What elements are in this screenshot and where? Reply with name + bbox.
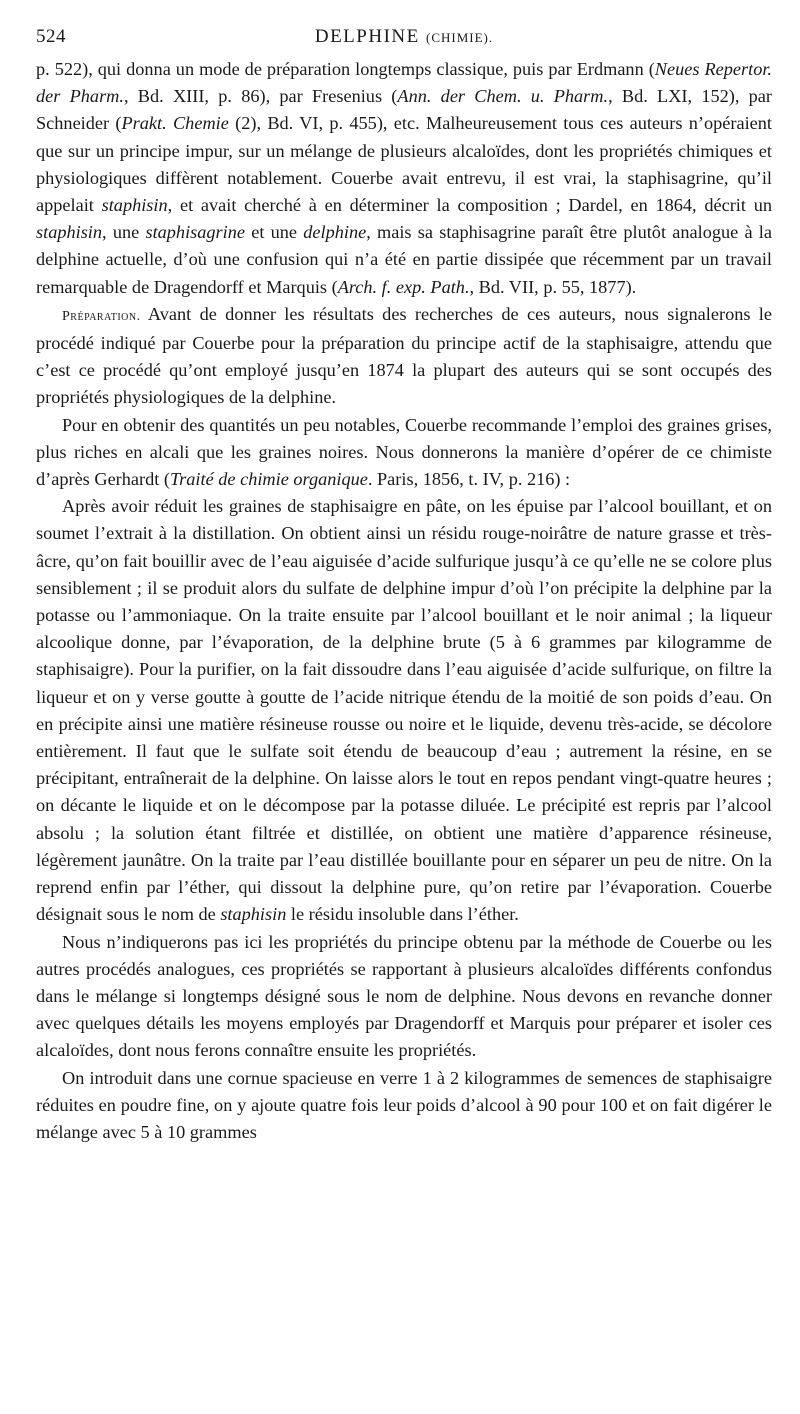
body-text	[36, 56, 772, 1146]
running-title-subtitle: (CHIMIE).	[426, 30, 494, 45]
running-title	[116, 26, 692, 48]
paragraph: p. 522), qui donna un mode de préparation longtemps classique, puis par Erdmann (Neues Repertor. der Pharm., Bd. XIII, p. 86), par Fresenius (Ann. der Chem. u. Pharm., Bd. LXI, 152), par Schneider (Prakt. Chemie (2), Bd. VI, p. 455), etc. Malheureusement tous ces auteurs n’opéraient que sur un principe impur, sur un mélange de plusieurs alcaloïdes, dont les propriétés chimiques et physiologiques diffèrent notablement. Couerbe avait entrevu, il est vrai, la staphisagrine, qu’il appelait staphisin, et avait cherché à en déterminer la composition ; Dardel, en 1864, décrit un staphisin, une staphisagrine et une delphine, mais sa staphisagrine paraît être plutôt analogue à la delphine actuelle, d’où une confusion qui n’a été en partie dissipée que récemment par un travail remarquable de Dragendorff et Marquis (Arch. f. exp. Path., Bd. VII, p. 55, 1877).	[36, 59, 772, 297]
page-number: 524	[36, 26, 66, 47]
paragraph: Après avoir réduit les graines de staphisaigre en pâte, on les épuise par l’alcool bouillant, et on soumet l’extrait à la distillation. On obtient ainsi un résidu rouge-noirâtre de nature grasse et très-âcre, qu’on fait bouillir avec de l’eau aiguisée d’acide sulfurique jusqu’à ce qu’elle ne se colore plus sensiblement ; il se produit alors du sulfate de delphine impur d’où l’on précipite la delphine par la potasse ou l’ammoniaque. On la traite ensuite par l’alcool bouillant et le noir animal ; la liqueur alcoolique donne, par l’évaporation, de la delphine brute (5 à 6 grammes par kilogramme de staphisaigre). Pour la purifier, on la fait dissoudre dans l’eau aiguisée d’acide sulfurique, on filtre la liqueur et on y verse goutte à goutte de l’acide nitrique étendu de la moitié de son poids d’eau. On en précipite ainsi une matière résineuse rousse ou noire et le liquide, devenu très-acide, se décolore entièrement. Il faut que le sulfate soit étendu de beaucoup d’eau ; autrement la résine, en se précipitant, entraînerait de la delphine. On laisse alors le tout en repos pendant vingt-quatre heures ; on décante le liquide et on le décompose par la potasse diluée. Le précipité est repris par l’alcool absolu ; la solution étant filtrée et distillée, on obtient une matière d’apparence résineuse, légèrement jaunâtre. On la traite par l’eau distillée bouillante pour en séparer un peu de nitre. On la reprend enfin par l’éther, qui dissout la delphine pure, qu’on retire par l’évaporation. Couerbe désignait sous le nom de staphisin le résidu insoluble dans l’éther.	[36, 496, 772, 925]
paragraph: Préparation. Avant de donner les résultats des recherches de ces auteurs, nous signalerons le procédé indiqué par Couerbe pour la préparation du principe actif de la staphisaigre, attendu que c’est ce procédé qu’ont employé jusqu’en 1874 la plupart des auteurs qui se sont occupés des propriétés physiologiques de la delphine.	[36, 303, 772, 408]
running-title-main: DELPHINE	[314, 26, 420, 47]
paragraph: Nous n’indiquerons pas ici les propriétés du principe obtenu par la méthode de Couerbe ou les autres procédés analogues, ces propriétés se rapportant à plusieurs alcaloïdes différents confondus dans le mélange si longtemps désigné sous le nom de delphine. Nous devons en revanche donner avec quelques détails les moyens employés par Dragendorff et Marquis pour préparer et isoler ces alcaloïdes, dont nous ferons connaître ensuite les propriétés.	[36, 931, 772, 1061]
document-page	[36, 26, 772, 1396]
paragraph: Pour en obtenir des quantités un peu notables, Couerbe recommande l’emploi des graines grises, plus riches en alcali que les graines noires. Nous donnerons la manière d’opérer de ce chimiste d’après Gerhardt (Traité de chimie organique. Paris, 1856, t. IV, p. 216) :	[36, 414, 772, 490]
page-header	[36, 26, 772, 56]
paragraph: On introduit dans une cornue spacieuse en verre 1 à 2 kilogrammes de semences de staphisaigre réduites en poudre fine, on y ajoute quatre fois leur poids d’alcool à 90 pour 100 et on fait digérer le mélange avec 5 à 10 grammes	[36, 1067, 772, 1142]
section-lead-in: Préparation.	[62, 308, 141, 324]
